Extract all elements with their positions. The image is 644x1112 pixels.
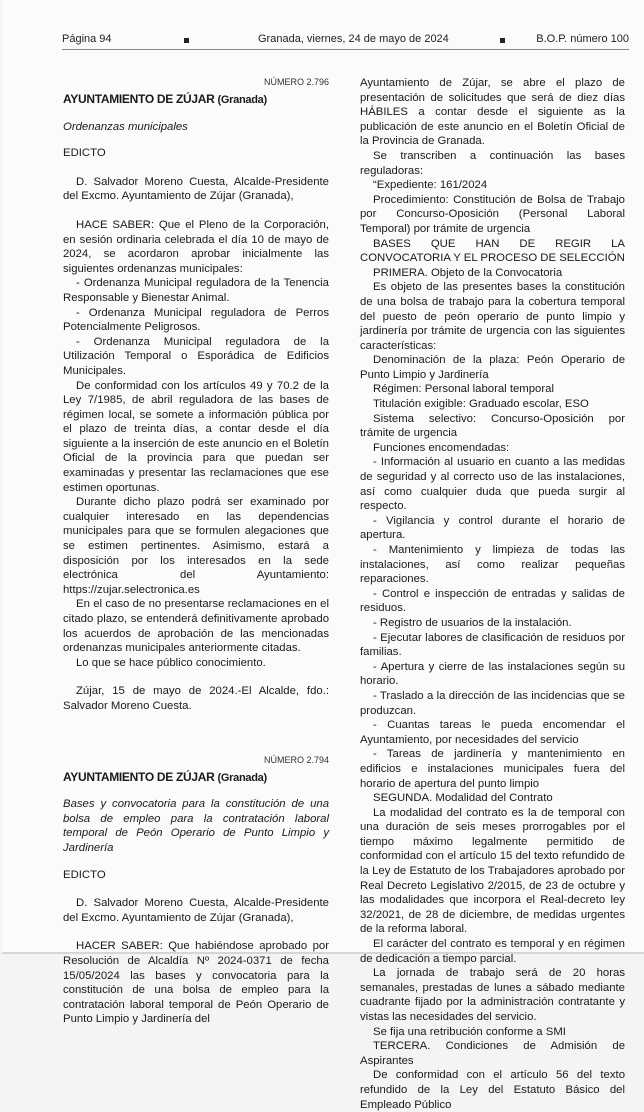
paragraph: “Expediente: 161/2024 — [373, 179, 488, 192]
paragraph: Se fija una retribución conforme a SMI — [373, 1025, 566, 1038]
paragraph: D. Salvador Moreno Cuesta, Alcalde-Presidente del Excmo. Ayuntamiento de Zújar (Granada), — [63, 175, 329, 203]
paragraph: Durante dicho plazo podrá ser examinado por cualquier interesado en las dependencias municipales para que se formulen alegaciones que se estimen pertinentes. Asimismo, estará a disposición por los interesados en la sede electrónica del Ayuntamiento: https://zujar.selectronica.es — [63, 496, 329, 596]
organization-province: (Granada) — [217, 94, 267, 106]
left-column — [63, 76, 329, 1027]
list-item: - Cuantas tareas le pueda encomendar el Ayuntamiento, por necesidades del servicio — [360, 719, 625, 746]
edicto-heading: EDICTO — [63, 868, 106, 881]
paragraph: De conformidad con el artículo 56 del texto refundido de la Ley del Estatuto Básico del Empleado Público — [360, 1069, 625, 1111]
paragraph: Procedimiento: Constitución de Bolsa de Trabajo por Concurso-Oposición (Personal Laboral Temporal) por trámite de urgencia — [360, 193, 625, 235]
paragraph: Es objeto de las presentes bases la constitución de una bolsa de trabajo para la cobertura temporal del puesto de peón operario de punto limpio y jardinería por trámite de urgencia con las siguientes características: — [360, 281, 625, 352]
list-item: - Registro de usuarios de la instalación. — [373, 616, 572, 629]
paragraph: Titulación exigible: Graduado escolar, ESO — [373, 398, 589, 411]
notice-organization — [63, 770, 329, 786]
section-heading: BASES QUE HAN DE REGIR LA CONVOCATORIA Y EL PROCESO DE SELECCIÓN — [360, 237, 625, 265]
notice-2794 — [63, 754, 329, 1027]
paragraph: D. Salvador Moreno Cuesta, Alcalde-Presidente del Excmo. Ayuntamiento de Zújar (Granada), — [63, 897, 329, 924]
paragraph: Funciones encomendadas: — [373, 441, 510, 454]
right-column — [360, 76, 625, 1112]
organization-name: AYUNTAMIENTO DE ZÚJAR — [63, 769, 215, 784]
paragraph: De conformidad con los artículos 49 y 70.2 de la Ley 7/1985, de abril reguladora de las bases de régimen local, se somete a información pública por el plazo de treinta días, a contar desde el día siguiente a la inserción de este anuncio en el Boletín Oficial de la provincia para que puedan ser examinadas y presentar las reclamaciones que ese estimen oportunas. — [63, 379, 329, 494]
paragraph: Se transcriben a continuación las bases reguladoras: — [360, 149, 625, 177]
paragraph: En el caso de no presentarse reclamaciones en el citado plazo, se entenderá definitivamente aprobado los acuerdos de aprobación de las mencionadas ordenanzas municipales anteriormente citadas. — [63, 598, 329, 655]
list-item: - Tareas de jardinería y mantenimiento en edificios e instalaciones municipales fuera del horario de apertura del punto limpio — [360, 748, 625, 790]
notice-organization — [63, 92, 329, 108]
notice-subject: Ordenanzas municipales — [63, 120, 188, 133]
paragraph: Régimen: Personal laboral temporal — [373, 383, 554, 396]
list-item: - Control e inspección de entradas y salidas de residuos. — [360, 587, 625, 615]
organization-name: AYUNTAMIENTO DE ZÚJAR — [63, 92, 215, 106]
paragraph: Lo que se hace público conocimiento. — [76, 656, 266, 669]
section-heading: PRIMERA. Objeto de la Convocatoria — [373, 266, 563, 279]
organization-province: (Granada) — [217, 771, 267, 784]
list-item: - Vigilancia y control durante el horario de apertura. — [360, 514, 625, 542]
paragraph: Sistema selectivo: Concurso-Oposición por trámite de urgencia — [360, 412, 625, 440]
list-item: - Información al usuario en cuanto a las medidas de seguridad y al correcto uso de las instalaciones, así como cualquier duda que pueda surgir al respecto. — [360, 456, 625, 513]
list-item: - Traslado a la dirección de las incidencias que se produzcan. — [360, 689, 625, 717]
paragraph: Ayuntamiento de Zújar, se abre el plazo de presentación de solicitudes que será de diez días HÁBILES a contar desde el siguiente as la publicación de este anuncio en el Boletín Oficial de la Provincia de Granada. — [360, 77, 625, 148]
notice-number: NÚMERO 2.794 — [263, 754, 329, 765]
notice-number: NÚMERO 2.796 — [263, 77, 329, 87]
bulletin-page — [2, 0, 644, 1111]
paragraph: HACE SABER: Que el Pleno de la Corporación, en sesión ordinaria celebrada el día 10 de mayo de 2024, se acordaron aprobar inicialmente las siguientes ordenanzas municipales: — [63, 218, 329, 275]
paragraph: El carácter del contrato es temporal y en régimen de dedicación a tiempo parcial. — [360, 938, 625, 965]
notice-subject: Bases y convocatoria para la constitución de una bolsa de empleo para la contratación laboral temporal de Peón Operario de Punto Limpio y Jardinería — [63, 798, 329, 854]
paragraph: La modalidad del contrato es la de temporal con una duración de seis meses prorrogables por el tiempo máximo legalmente permitido de conformidad con el artículo 15 del texto refundido de la Ley de Estatuto de los Trabajadores aprobado por Real Decreto Legislativo 2/2015, de 23 de octubre y las modalidades que incorpora el Real-decreto ley 32/2021, de 28 de diciembre, de medidas urgentes de la reforma laboral. — [360, 806, 625, 936]
list-item: - Ordenanza Municipal reguladora de Perros Potencialmente Peligrosos. — [63, 306, 329, 334]
list-item: - Ordenanza Municipal reguladora de la Utilización Temporal o Esporádica de Edificios Municipales. — [63, 335, 329, 377]
list-item: - Apertura y cierre de las instalaciones según su horario. — [360, 660, 625, 688]
page-number: Página 94 — [62, 33, 112, 45]
notice-2796 — [63, 76, 329, 714]
list-item: - Ordenanza Municipal reguladora de la Tenencia Responsable y Bienestar Animal. — [63, 277, 329, 304]
list-item: - Ejecutar labores de clasificación de residuos por familias. — [360, 631, 625, 659]
publication-date: Granada, viernes, 24 de mayo de 2024 — [258, 33, 449, 45]
section-heading: SEGUNDA. Modalidad del Contrato — [373, 792, 553, 805]
paragraph: HACER SABER: Que habiéndose aprobado por Resolución de Alcaldía Nº 2024-0371 de fecha 15/05/2024 las bases y convocatoria para la constitución de una bolsa de empleo para la contratación laboral temporal de Peón Operario de Punto Limpio y Jardinería del — [63, 940, 329, 1026]
bulletin-number: B.O.P. número 100 — [536, 33, 629, 45]
edicto-heading: EDICTO — [63, 147, 106, 160]
section-heading: TERCERA. Condiciones de Admisión de Aspirantes — [360, 1040, 625, 1067]
paragraph: La jornada de trabajo será de 20 horas semanales, prestadas de lunes a sábado mediante cuadrante fijado por la administración contratante y vistas las necesidades del servicio. — [360, 967, 625, 1023]
signature: Zújar, 15 de mayo de 2024.-El Alcalde, fdo.: Salvador Moreno Cuesta. — [63, 685, 329, 712]
list-item: - Mantenimiento y limpieza de todas las instalaciones, así como realizar pequeñas reparaciones. — [360, 544, 625, 586]
paragraph: Denominación de la plaza: Peón Operario de Punto Limpio y Jardinería — [360, 354, 625, 381]
page-header — [62, 33, 629, 50]
